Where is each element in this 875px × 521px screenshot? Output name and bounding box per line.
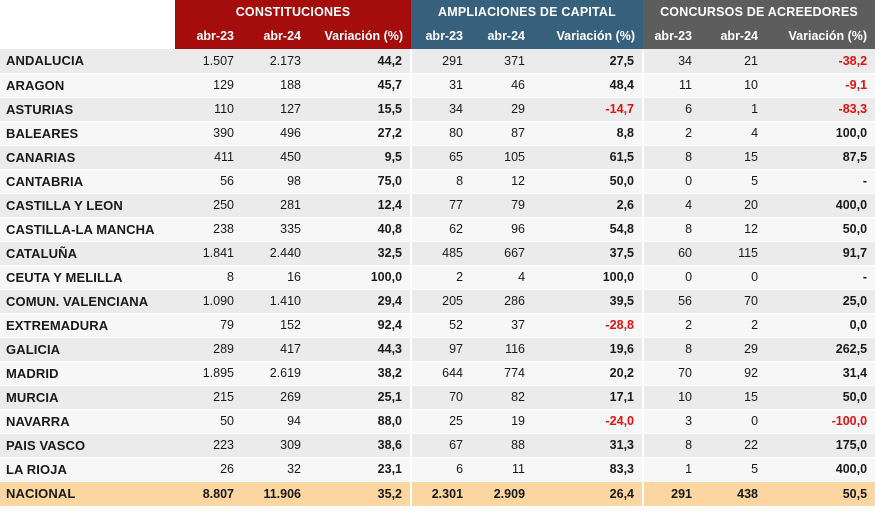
subheader-row (0, 23, 875, 49)
cell-c24: 335 (242, 217, 309, 241)
cell-k24: 115 (700, 241, 766, 265)
cell-cvar: 92,4 (309, 313, 411, 337)
column-header-conc-abr23: abr-23 (643, 23, 700, 49)
cell-avar: 31,3 (533, 433, 643, 457)
cell-cvar: 38,2 (309, 361, 411, 385)
cell-c23: 289 (175, 337, 242, 361)
cell-a23: 65 (411, 145, 471, 169)
cell-a23: 485 (411, 241, 471, 265)
cell-k24: 22 (700, 433, 766, 457)
cell-kvar: 0,0 (766, 313, 875, 337)
cell-cvar: 75,0 (309, 169, 411, 193)
cell-k23: 10 (643, 385, 700, 409)
cell-cvar: 29,4 (309, 289, 411, 313)
cell-c24: 2.619 (242, 361, 309, 385)
cell-a23: 8 (411, 169, 471, 193)
cell-kvar: 400,0 (766, 193, 875, 217)
table-row (0, 409, 875, 433)
cell-a24: 286 (471, 289, 533, 313)
cell-a23: 77 (411, 193, 471, 217)
cell-c24: 417 (242, 337, 309, 361)
cell-avar: 48,4 (533, 73, 643, 97)
cell-a24: 19 (471, 409, 533, 433)
table-row (0, 121, 875, 145)
cell-k23: 70 (643, 361, 700, 385)
cell-k24: 15 (700, 385, 766, 409)
cell-kvar: 87,5 (766, 145, 875, 169)
cell-kvar: 50,0 (766, 217, 875, 241)
cell-a24: 105 (471, 145, 533, 169)
table-row (0, 265, 875, 289)
cell-a24: 116 (471, 337, 533, 361)
cell-cvar: 25,1 (309, 385, 411, 409)
cell-kvar: 100,0 (766, 121, 875, 145)
cell-k23: 1 (643, 457, 700, 481)
column-header-ampl-abr23: abr-23 (411, 23, 471, 49)
cell-k23: 60 (643, 241, 700, 265)
cell-avar: 39,5 (533, 289, 643, 313)
cell-c24: 152 (242, 313, 309, 337)
total-cell-a23: 2.301 (411, 481, 471, 506)
cell-avar: 27,5 (533, 49, 643, 73)
row-region-label: ASTURIAS (0, 97, 175, 121)
total-cell-kvar: 50,5 (766, 481, 875, 506)
cell-c24: 127 (242, 97, 309, 121)
table-row (0, 145, 875, 169)
cell-kvar: 400,0 (766, 457, 875, 481)
cell-c23: 250 (175, 193, 242, 217)
row-region-label: PAIS VASCO (0, 433, 175, 457)
cell-kvar: -100,0 (766, 409, 875, 433)
cell-kvar: 50,0 (766, 385, 875, 409)
group-header-concursos: CONCURSOS DE ACREEDORES (643, 0, 875, 23)
cell-avar: -24,0 (533, 409, 643, 433)
total-cell-a24: 2.909 (471, 481, 533, 506)
cell-a24: 87 (471, 121, 533, 145)
table-row (0, 457, 875, 481)
cell-c24: 94 (242, 409, 309, 433)
cell-kvar: -83,3 (766, 97, 875, 121)
cell-cvar: 88,0 (309, 409, 411, 433)
cell-a24: 4 (471, 265, 533, 289)
cell-k24: 4 (700, 121, 766, 145)
column-header-ccaa: CC.AA. (0, 23, 175, 49)
table-row (0, 49, 875, 73)
cell-a23: 31 (411, 73, 471, 97)
cell-c24: 496 (242, 121, 309, 145)
table-header (0, 0, 875, 49)
table-row (0, 97, 875, 121)
cell-k24: 1 (700, 97, 766, 121)
cell-a24: 667 (471, 241, 533, 265)
cell-k24: 2 (700, 313, 766, 337)
cell-c24: 2.440 (242, 241, 309, 265)
cell-a24: 11 (471, 457, 533, 481)
cell-c23: 1.507 (175, 49, 242, 73)
cell-c24: 450 (242, 145, 309, 169)
cell-c24: 281 (242, 193, 309, 217)
cell-k23: 8 (643, 145, 700, 169)
total-label: NACIONAL (0, 481, 175, 506)
cell-a24: 88 (471, 433, 533, 457)
cell-k24: 15 (700, 145, 766, 169)
table-row (0, 337, 875, 361)
cell-k24: 5 (700, 169, 766, 193)
cell-kvar: 25,0 (766, 289, 875, 313)
row-region-label: BALEARES (0, 121, 175, 145)
cell-a24: 12 (471, 169, 533, 193)
cell-a23: 80 (411, 121, 471, 145)
cell-a24: 82 (471, 385, 533, 409)
cell-avar: 50,0 (533, 169, 643, 193)
table-row (0, 385, 875, 409)
table-row (0, 433, 875, 457)
row-region-label: LA RIOJA (0, 457, 175, 481)
column-header-const-abr24: abr-24 (242, 23, 309, 49)
total-cell-k23: 291 (643, 481, 700, 506)
cell-avar: 19,6 (533, 337, 643, 361)
cell-avar: -14,7 (533, 97, 643, 121)
cell-a23: 291 (411, 49, 471, 73)
cell-k23: 11 (643, 73, 700, 97)
cell-a23: 644 (411, 361, 471, 385)
row-region-label: CANARIAS (0, 145, 175, 169)
cell-avar: 17,1 (533, 385, 643, 409)
row-region-label: CATALUÑA (0, 241, 175, 265)
cell-c23: 411 (175, 145, 242, 169)
cell-k23: 6 (643, 97, 700, 121)
table-row (0, 169, 875, 193)
cell-k24: 92 (700, 361, 766, 385)
cell-cvar: 38,6 (309, 433, 411, 457)
row-region-label: GALICIA (0, 337, 175, 361)
cell-cvar: 32,5 (309, 241, 411, 265)
row-region-label: CASTILLA-LA MANCHA (0, 217, 175, 241)
cell-c23: 1.090 (175, 289, 242, 313)
cell-a23: 62 (411, 217, 471, 241)
cell-a23: 2 (411, 265, 471, 289)
cell-avar: 83,3 (533, 457, 643, 481)
table-total-row (0, 481, 875, 506)
cell-a24: 37 (471, 313, 533, 337)
cell-a24: 96 (471, 217, 533, 241)
cell-cvar: 15,5 (309, 97, 411, 121)
cell-cvar: 100,0 (309, 265, 411, 289)
cell-avar: 61,5 (533, 145, 643, 169)
group-header-ampliaciones: AMPLIACIONES DE CAPITAL (411, 0, 643, 23)
cell-cvar: 45,7 (309, 73, 411, 97)
cell-k23: 56 (643, 289, 700, 313)
column-header-const-abr23: abr-23 (175, 23, 242, 49)
cell-cvar: 12,4 (309, 193, 411, 217)
cell-avar: 8,8 (533, 121, 643, 145)
cell-avar: -28,8 (533, 313, 643, 337)
cell-a23: 67 (411, 433, 471, 457)
cell-a23: 34 (411, 97, 471, 121)
row-region-label: COMUN. VALENCIANA (0, 289, 175, 313)
cell-c23: 1.841 (175, 241, 242, 265)
cell-a24: 46 (471, 73, 533, 97)
cell-a23: 6 (411, 457, 471, 481)
column-header-ampl-abr24: abr-24 (471, 23, 533, 49)
cell-c23: 8 (175, 265, 242, 289)
cell-kvar: - (766, 169, 875, 193)
cell-a23: 97 (411, 337, 471, 361)
column-header-ampl-variacion: Variación (%) (533, 23, 643, 49)
cell-c24: 269 (242, 385, 309, 409)
group-header-constituciones: CONSTITUCIONES (175, 0, 411, 23)
cell-a23: 70 (411, 385, 471, 409)
cell-kvar: 91,7 (766, 241, 875, 265)
column-header-conc-abr24: abr-24 (700, 23, 766, 49)
cell-cvar: 44,3 (309, 337, 411, 361)
cell-k24: 5 (700, 457, 766, 481)
cell-a24: 29 (471, 97, 533, 121)
cell-kvar: - (766, 265, 875, 289)
cell-k24: 10 (700, 73, 766, 97)
column-header-const-variacion: Variación (%) (309, 23, 411, 49)
total-cell-avar: 26,4 (533, 481, 643, 506)
cell-c24: 1.410 (242, 289, 309, 313)
cell-c24: 188 (242, 73, 309, 97)
table-body (0, 49, 875, 506)
cell-k24: 12 (700, 217, 766, 241)
cell-k23: 8 (643, 337, 700, 361)
cell-c24: 309 (242, 433, 309, 457)
cell-a23: 205 (411, 289, 471, 313)
total-cell-c24: 11.906 (242, 481, 309, 506)
row-region-label: MURCIA (0, 385, 175, 409)
row-region-label: EXTREMADURA (0, 313, 175, 337)
cell-a23: 52 (411, 313, 471, 337)
cell-cvar: 44,2 (309, 49, 411, 73)
cell-c23: 390 (175, 121, 242, 145)
table-row (0, 289, 875, 313)
row-region-label: ARAGON (0, 73, 175, 97)
group-header-blank (0, 0, 175, 23)
cell-k24: 70 (700, 289, 766, 313)
cell-kvar: -9,1 (766, 73, 875, 97)
cell-a24: 774 (471, 361, 533, 385)
total-cell-k24: 438 (700, 481, 766, 506)
cell-c24: 98 (242, 169, 309, 193)
group-header-row (0, 0, 875, 23)
cell-k23: 4 (643, 193, 700, 217)
cell-c23: 223 (175, 433, 242, 457)
cell-a24: 371 (471, 49, 533, 73)
cell-k24: 20 (700, 193, 766, 217)
cell-c23: 50 (175, 409, 242, 433)
cell-kvar: 262,5 (766, 337, 875, 361)
cell-k23: 2 (643, 313, 700, 337)
cell-k24: 0 (700, 265, 766, 289)
cell-k23: 8 (643, 433, 700, 457)
cell-k23: 0 (643, 265, 700, 289)
cell-c23: 1.895 (175, 361, 242, 385)
cell-avar: 2,6 (533, 193, 643, 217)
table-row (0, 313, 875, 337)
cell-cvar: 27,2 (309, 121, 411, 145)
row-region-label: CANTABRIA (0, 169, 175, 193)
cell-avar: 20,2 (533, 361, 643, 385)
cell-c23: 110 (175, 97, 242, 121)
cell-kvar: 31,4 (766, 361, 875, 385)
cell-c24: 16 (242, 265, 309, 289)
cell-c23: 26 (175, 457, 242, 481)
cell-a23: 25 (411, 409, 471, 433)
cell-c23: 129 (175, 73, 242, 97)
table-row (0, 193, 875, 217)
cell-kvar: -38,2 (766, 49, 875, 73)
row-region-label: CEUTA Y MELILLA (0, 265, 175, 289)
cell-c24: 32 (242, 457, 309, 481)
table-row (0, 217, 875, 241)
cell-k24: 0 (700, 409, 766, 433)
cell-c24: 2.173 (242, 49, 309, 73)
cell-cvar: 9,5 (309, 145, 411, 169)
cell-k23: 8 (643, 217, 700, 241)
cell-a24: 79 (471, 193, 533, 217)
cell-k23: 34 (643, 49, 700, 73)
table-row (0, 241, 875, 265)
column-header-conc-variacion: Variación (%) (766, 23, 875, 49)
cell-k23: 3 (643, 409, 700, 433)
cell-avar: 37,5 (533, 241, 643, 265)
cell-k23: 0 (643, 169, 700, 193)
cell-avar: 54,8 (533, 217, 643, 241)
cell-c23: 56 (175, 169, 242, 193)
row-region-label: ANDALUCIA (0, 49, 175, 73)
table-row (0, 73, 875, 97)
cell-c23: 215 (175, 385, 242, 409)
row-region-label: NAVARRA (0, 409, 175, 433)
cell-cvar: 23,1 (309, 457, 411, 481)
row-region-label: CASTILLA Y LEON (0, 193, 175, 217)
cell-kvar: 175,0 (766, 433, 875, 457)
table-row (0, 361, 875, 385)
cell-k24: 29 (700, 337, 766, 361)
cell-k24: 21 (700, 49, 766, 73)
total-cell-c23: 8.807 (175, 481, 242, 506)
row-region-label: MADRID (0, 361, 175, 385)
total-cell-cvar: 35,2 (309, 481, 411, 506)
cell-cvar: 40,8 (309, 217, 411, 241)
cell-k23: 2 (643, 121, 700, 145)
cell-c23: 79 (175, 313, 242, 337)
cell-avar: 100,0 (533, 265, 643, 289)
cell-c23: 238 (175, 217, 242, 241)
